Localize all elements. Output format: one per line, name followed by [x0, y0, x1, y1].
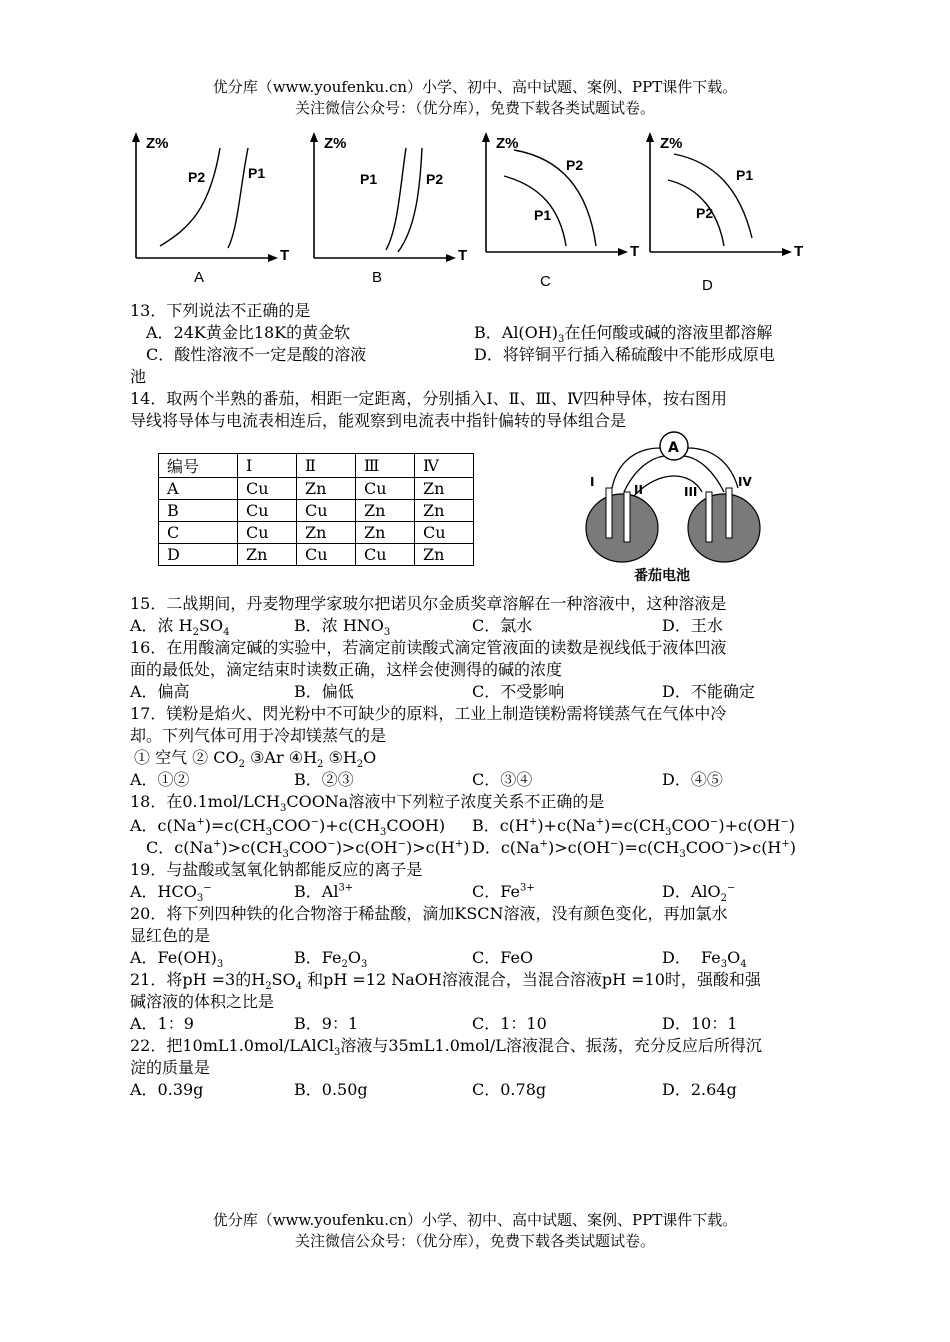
- q20-line-1: 20．将下列四种铁的化合物溶于稀盐酸，滴加KSCN溶液，没有颜色变化，再加氯水: [130, 904, 728, 923]
- q19-option-c: C．$Fe^{3+}$: [472, 882, 535, 901]
- x-arrow: [446, 254, 456, 262]
- table-cell: Zn: [356, 522, 415, 544]
- curve-1-label: P1: [360, 171, 378, 187]
- y-arrow: [646, 132, 654, 142]
- q14-line-2: 导线将导体与电流表相连后，能观察到电流表中指针偏转的导体组合是: [130, 411, 627, 430]
- curve-2-label: P2: [426, 171, 444, 187]
- q20-option-a: A．$Fe(OH)_3$: [130, 948, 224, 971]
- graph-b-svg: [298, 128, 478, 298]
- q13-stem: 13．下列说法不正确的是: [130, 301, 311, 320]
- q21-option-c: C．1：10: [472, 1014, 547, 1033]
- q18-option-a: A．$c(Na^+)=c(CH_3COO^-)+c(CH_3COOH)$: [130, 816, 446, 839]
- x-arrow: [782, 248, 792, 256]
- q17-option-d: D．④⑤: [662, 770, 723, 789]
- q17-line-2: 却。下列气体可用于冷却镁蒸气的是: [130, 726, 387, 745]
- table-cell: Zn: [238, 544, 297, 566]
- table-header-cell: 编号: [159, 454, 238, 478]
- x-arrow: [618, 248, 628, 256]
- header-line-1: 优分库（www.youfenku.cn）小学、初中、高中试题、案例、PPT课件下载。: [212, 78, 738, 96]
- electrode-label-iii: III: [684, 485, 698, 499]
- x-label: T: [280, 247, 290, 264]
- q22-line-1: 22．把10mL1.0mol/LAlCl$_3$溶液与35mL1.0mol/L溶液混合、振荡，充分反应后所得沉: [130, 1036, 762, 1059]
- graph-d-svg: [634, 128, 814, 298]
- tomato-right: [688, 494, 760, 562]
- graph-a: [120, 128, 300, 302]
- curve-2-label: P1: [534, 207, 552, 223]
- header-line-2: 关注微信公众号：（优分库），免费下载各类试题试卷。: [294, 99, 655, 117]
- q14-line-1: 14．取两个半熟的番茄，相距一定距离，分别插入Ⅰ、Ⅱ、Ⅲ、Ⅳ四种导体，按右图用: [130, 389, 727, 408]
- graph-d: [634, 128, 814, 302]
- table-row: [159, 544, 474, 566]
- x-label: T: [630, 243, 640, 260]
- table-header-row: [159, 454, 474, 478]
- graph-b: [298, 128, 478, 302]
- curve-1: [160, 148, 220, 246]
- table-cell: Cu: [356, 544, 415, 566]
- q17-option-c: C．③④: [472, 770, 533, 789]
- q21-option-a: A．1：9: [130, 1014, 194, 1033]
- q17-option-b: B．②③: [294, 770, 354, 789]
- wire-right: [688, 448, 738, 488]
- x-label: T: [794, 243, 804, 260]
- curve-1: [386, 148, 406, 250]
- table-cell: Cu: [415, 522, 474, 544]
- y-arrow: [132, 132, 140, 142]
- table-cell: Cu: [297, 500, 356, 522]
- q22-option-c: C．0.78g: [472, 1080, 547, 1099]
- y-label: Z%: [146, 135, 169, 152]
- curve-1-label: P2: [566, 157, 584, 173]
- graph-c-svg: [470, 128, 650, 298]
- table-cell: Zn: [415, 478, 474, 500]
- graph-letter: A: [194, 269, 205, 286]
- graph-a-svg: [120, 128, 300, 298]
- x-label: T: [458, 247, 468, 264]
- electrode-ii: [624, 492, 630, 542]
- ammeter-label: A: [668, 440, 679, 456]
- curve-2-label: P1: [248, 165, 266, 181]
- curve-2: [398, 148, 422, 252]
- table-cell: Cu: [297, 544, 356, 566]
- table-cell: Cu: [238, 478, 297, 500]
- table-cell: A: [159, 478, 238, 500]
- table-header-cell: Ⅳ: [415, 454, 474, 478]
- electrode-i: [606, 488, 612, 538]
- electrode-label-i: I: [590, 475, 595, 489]
- graph-letter: D: [702, 277, 713, 294]
- electrode-label-iv: IV: [738, 475, 752, 489]
- electrode-iv: [726, 488, 732, 538]
- q19-option-b: B．$Al^{3+}$: [294, 882, 354, 901]
- q20-option-c: C．FeO: [472, 948, 534, 967]
- q15-option-c: C．氯水: [472, 616, 533, 635]
- q13-option-d: D．将锌铜平行插入稀硫酸中不能形成原电: [474, 345, 775, 364]
- q16-line-1: 16．在用酸滴定碱的实验中，若滴定前读酸式滴定管液面的读数是视线低于液体凹液: [130, 638, 727, 657]
- q19-option-a: A．$HCO_3^-$: [130, 882, 212, 905]
- tomato-left: [586, 494, 658, 562]
- q16-option-a: A．偏高: [130, 682, 190, 701]
- footer-line-2: 关注微信公众号：（优分库），免费下载各类试题试卷。: [294, 1232, 655, 1250]
- q16-option-b: B．偏低: [294, 682, 354, 701]
- curve-2: [228, 148, 248, 248]
- q20-line-2: 显红色的是: [130, 926, 211, 945]
- graph-letter: C: [540, 273, 551, 290]
- q20-option-d: D． $Fe_3O_4$: [662, 948, 747, 971]
- q22-line-2: 淀的质量是: [130, 1058, 211, 1077]
- table-row: [159, 522, 474, 544]
- q16-option-c: C．不受影响: [472, 682, 565, 701]
- q21-line-2: 碱溶液的体积之比是: [130, 992, 275, 1011]
- y-label: Z%: [324, 135, 347, 152]
- q22-option-d: D．2.64g: [662, 1080, 737, 1099]
- table-cell: Zn: [415, 500, 474, 522]
- q15-option-a: A．浓 $H_2SO_4$: [130, 616, 230, 639]
- curve-1-label: P1: [736, 167, 754, 183]
- page-footer: [0, 1210, 950, 1252]
- q13-option-a: A．24K黄金比18K的黄金软: [146, 323, 351, 342]
- y-arrow: [482, 132, 490, 142]
- q22-option-a: A．0.39g: [130, 1080, 204, 1099]
- table-row: [159, 478, 474, 500]
- table-cell: Cu: [356, 478, 415, 500]
- table-cell: D: [159, 544, 238, 566]
- table-cell: Zn: [297, 478, 356, 500]
- q18-option-c: C．$c(Na^+)>c(CH_3COO^-)>c(OH^-)>c(H^+)$: [146, 838, 470, 861]
- table-cell: Cu: [238, 500, 297, 522]
- electrode-iii: [706, 492, 712, 542]
- table-header-cell: Ⅰ: [238, 454, 297, 478]
- q15-option-b: B．浓 $HNO_3$: [294, 616, 391, 639]
- table-cell: Zn: [415, 544, 474, 566]
- q19-option-d: D．AlO$_2$−: [662, 882, 736, 905]
- y-label: Z%: [660, 135, 683, 152]
- graph-letter: B: [372, 269, 383, 286]
- table-cell: Zn: [297, 522, 356, 544]
- q20-option-b: B．$Fe_2O_3$: [294, 948, 368, 971]
- table-row: [159, 500, 474, 522]
- q16-option-d: D．不能确定: [662, 682, 755, 701]
- y-label: Z%: [496, 135, 519, 152]
- q18-stem: 18．在$0.1mol/LCH_3COONa$溶液中下列粒子浓度关系不正确的是: [130, 792, 605, 815]
- curve-1-label: P2: [188, 169, 206, 185]
- x-arrow: [268, 254, 278, 262]
- q19-stem: 19．与盐酸或氢氧化钠都能反应的离子是: [130, 860, 423, 879]
- q15-stem: 15．二战期间，丹麦物理学家玻尔把诺贝尔金质奖章溶解在一种溶液中，这种溶液是: [130, 594, 727, 613]
- table-cell: Zn: [356, 500, 415, 522]
- q21-line-1: 21．将pH =3的$H_2SO_4$ 和pH =12 NaOH溶液混合，当混合溶液pH =10时，强酸和强: [130, 970, 761, 993]
- table-header-cell: Ⅲ: [356, 454, 415, 478]
- tomato-battery-svg: [578, 430, 778, 586]
- conductor-table: [158, 453, 474, 566]
- electrode-label-ii: II: [634, 483, 643, 497]
- q17-option-a: A．①②: [130, 770, 190, 789]
- wire-left: [612, 448, 660, 488]
- q16-line-2: 面的最低处，滴定结束时读数正确，这样会使测得的碱的浓度: [130, 660, 563, 679]
- q22-option-b: B．0.50g: [294, 1080, 368, 1099]
- q13-option-b: B．$Al(OH)_3$在任何酸或碱的溶液里都溶解: [474, 323, 773, 346]
- curve-2-label: P2: [696, 205, 714, 221]
- curve-1: [514, 150, 596, 246]
- q17-gas-list: ① 空气 ② $CO_2$ ③Ar $④H_2$ $⑤H_2O$: [134, 748, 377, 771]
- table-cell: Cu: [238, 522, 297, 544]
- tomato-battery-figure: [578, 430, 778, 590]
- table-cell: B: [159, 500, 238, 522]
- q21-option-b: B．9：1: [294, 1014, 359, 1033]
- q21-option-d: D．10：1: [662, 1014, 738, 1033]
- q13-option-d-cont: 池: [130, 367, 147, 386]
- q17-line-1: 17．镁粉是焰火、閃光粉中不可缺少的原料，工业上制造镁粉需将镁蒸气在气体中冷: [130, 704, 727, 723]
- q15-option-d: D．王水: [662, 616, 723, 635]
- table-header-cell: Ⅱ: [297, 454, 356, 478]
- figure-caption: 番茄电池: [634, 568, 690, 584]
- q18-option-d: D．$c(Na^+)>c(OH^-)=c(CH_3COO^-)>c(H^+)$: [472, 838, 797, 861]
- page-header: [0, 77, 950, 119]
- graph-c: [470, 128, 650, 302]
- q18-option-b: B．$c(H^+)+c(Na^+)=c(CH_3COO^-)+c(OH^-)$: [472, 816, 795, 839]
- footer-line-1: 优分库（www.youfenku.cn）小学、初中、高中试题、案例、PPT课件下载。: [212, 1211, 738, 1229]
- table-cell: C: [159, 522, 238, 544]
- y-arrow: [310, 132, 318, 142]
- q13-option-c: C．酸性溶液不一定是酸的溶液: [146, 345, 367, 364]
